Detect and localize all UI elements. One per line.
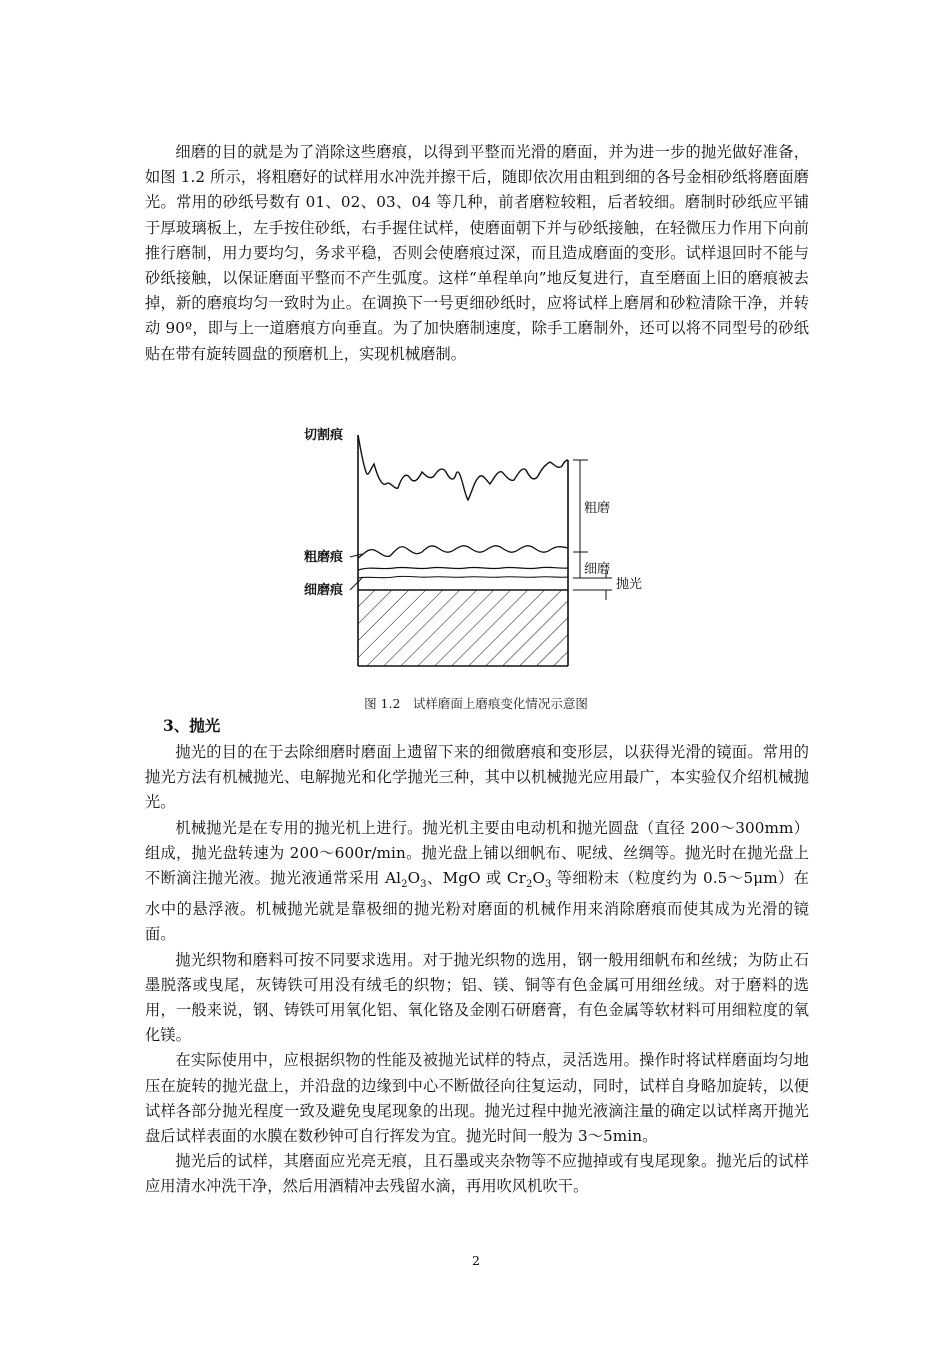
paragraph-practical-use: 在实际使用中，应根据织物的性能及被抛光试样的特点，灵活选用。操作时将试样磨面均匀地压在旋转的抛光盘上，并沿盘的边缘到中心不断做径向往复运动，同时，试样自身略加旋转，以便试样各部分抛光程度一致及避免曳尾现象的出现。抛光过程中抛光液滴注量的确定以试样离开抛光盘后试样表面的水膜在数秒钟可自行挥发为宜。抛光时间一般为 3～5min。	[145, 1051, 809, 1146]
para3-text-4: O	[532, 869, 546, 888]
para3-text-1: 机械抛光是在专用的抛光机上进行。抛光机主要由电动机和抛光圆盘（直径 200～300mm）组成，抛光盘转速为 200～600r/min。抛光盘上铺以细帆布、呢绒、丝绸等。抛光时在抛光盘上不断滴注抛光液。抛光液通常采用 Al	[145, 818, 809, 888]
paragraph-fabric-selection: 抛光织物和磨料可按不同要求选用。对于抛光织物的选用，钢一般用细帆布和丝绒；为防止石墨脱落或曳尾，灰铸铁可用没有绒毛的织物；铝、镁、铜等有色金属可用细丝绒。对于磨料的选用，一般来说，钢、铸铁可用氧化铝、氧化铬及金刚石研磨膏，有色金属等软材料可用细粒度的氧化镁。	[145, 950, 809, 1045]
section-heading: 3、抛光	[163, 716, 221, 735]
figure-grinding-marks	[290, 420, 670, 675]
polishing-text	[145, 740, 809, 1200]
para3-text-2: O	[407, 869, 421, 888]
label-coarse-grinding: 粗磨	[584, 501, 611, 516]
para3-sub-2: 3	[420, 879, 427, 891]
label-coarse-marks: 粗磨痕	[304, 550, 344, 565]
coarse-marks-profile	[358, 546, 568, 558]
page-number: 2	[472, 1253, 480, 1268]
label-fine-marks: 细磨痕	[304, 583, 344, 598]
label-polishing: 抛光	[616, 577, 643, 592]
cut-marks-profile	[358, 435, 568, 500]
paragraph-polishing-purpose: 抛光的目的在于去除细磨时磨面上遗留下来的细微磨痕和变形层，以获得光滑的镜面。常用的抛光方法有机械抛光、电解抛光和化学抛光三种，其中以机械抛光应用最广，本实验仅介绍机械抛光。	[145, 743, 809, 812]
para3-text-3: 、MgO 或 Cr	[426, 869, 527, 888]
para3-text-5: 等细粉末（粒度约为 0.5～5μm）在水中的悬浮液。机械抛光就是靠极细的抛光粉对磨面的机械作用来消除磨痕而使其成为光滑的镜面。	[145, 869, 810, 944]
para3-sub-1: 2	[401, 879, 408, 891]
fine-marks-profile-2	[358, 576, 568, 578]
para3-sub-4: 3	[545, 879, 552, 891]
para3-sub-3: 2	[526, 879, 533, 891]
paragraph-fine-grinding: 细磨的目的就是为了消除这些磨痕，以得到平整而光滑的磨面，并为进一步的抛光做好准备，如图 1.2 所示，将粗磨好的试样用水冲洗并擦干后，随即依次用由粗到细的各号金相砂纸将磨面磨光。常用的砂纸号数有 01、02、03、04 等几种，前者磨粒较粗，后者较细。磨制时砂纸应平铺于厚玻璃板上，左手按住砂纸，右手握住试样，使磨面朝下并与砂纸接触，在轻微压力作用下向前推行磨制，用力要均匀，务求平稳，否则会使磨痕过深，而且造成磨面的变形。试样退回时不能与砂纸接触，以保证磨面平整而不产生弧度。这样“单程单向”地反复进行，直至磨面上旧的磨痕被去掉，新的磨痕均匀一致时为止。在调换下一号更细砂纸时，应将试样上磨屑和砂粒清除干净，并转动 90º，即与上一道磨痕方向垂直。为了加快磨制速度，除手工磨制外，还可以将不同型号的砂纸贴在带有旋转圆盘的预磨机上，实现机械磨制。	[145, 143, 809, 363]
specimen-base-hatching	[358, 590, 568, 666]
paragraph-mechanical-polishing	[145, 816, 809, 948]
label-cut-marks: 切割痕	[304, 428, 344, 443]
grinding-marks-diagram	[290, 420, 670, 675]
paragraph-after-polishing: 抛光后的试样，其磨面应光亮无痕，且石墨或夹杂物等不应抛掉或有曳尾现象。抛光后的试样应用清水冲洗干净，然后用酒精冲去残留水滴，再用吹风机吹干。	[145, 1152, 809, 1196]
intro-text	[145, 140, 809, 367]
fine-marks-profile	[358, 567, 568, 570]
leader-fine	[350, 578, 362, 590]
figure-caption: 图 1.2 试样磨面上磨痕变化情况示意图	[364, 696, 588, 711]
label-fine-grinding: 细磨	[584, 562, 611, 577]
